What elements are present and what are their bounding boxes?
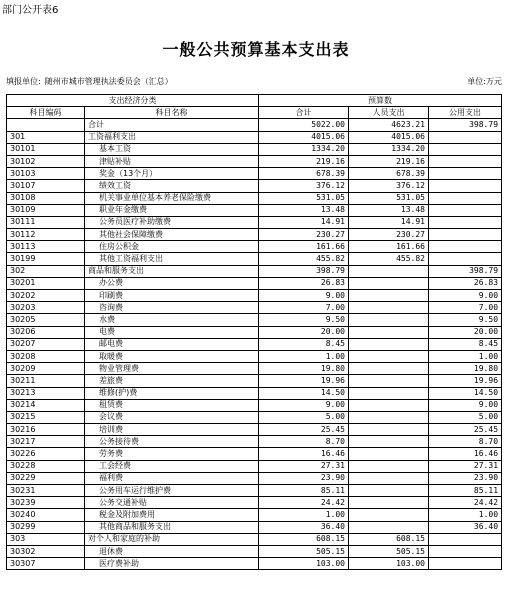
code-cell: 30307 (7, 558, 85, 570)
personnel-cell: 376.12 (349, 180, 429, 192)
table-row (7, 168, 502, 180)
code-cell: 30213 (7, 387, 85, 399)
table-row (7, 119, 502, 131)
code-cell: 30101 (7, 143, 85, 155)
name-cell: 其他社会保障缴费 (85, 229, 259, 241)
code-cell: 30203 (7, 302, 85, 314)
total-cell: 85.11 (259, 485, 349, 497)
reporting-unit-value: 随州市城市管理执法委员会（汇总） (44, 77, 173, 86)
public-cell (429, 155, 502, 167)
total-cell: 103.00 (259, 558, 349, 570)
personnel-cell (349, 277, 429, 289)
name-cell: 退休费 (85, 545, 259, 557)
code-cell: 30209 (7, 363, 85, 375)
table-row (7, 302, 502, 314)
personnel-cell (349, 521, 429, 533)
public-cell: 8.45 (429, 338, 502, 350)
personnel-cell (349, 290, 429, 302)
table-row (7, 533, 502, 545)
public-cell: 9.00 (429, 290, 502, 302)
code-cell: 30206 (7, 326, 85, 338)
name-cell: 福利费 (85, 472, 259, 484)
header-public: 公用支出 (429, 107, 502, 119)
name-cell: 培训费 (85, 424, 259, 436)
name-cell: 工资福利支出 (85, 131, 259, 143)
total-cell: 678.39 (259, 168, 349, 180)
table-row (7, 375, 502, 387)
code-cell: 30226 (7, 448, 85, 460)
code-cell: 30231 (7, 485, 85, 497)
table-row (7, 472, 502, 484)
total-cell: 7.00 (259, 302, 349, 314)
total-cell: 4015.06 (259, 131, 349, 143)
total-cell: 1.00 (259, 350, 349, 362)
public-cell: 1.00 (429, 350, 502, 362)
table-row (7, 509, 502, 521)
total-cell: 23.90 (259, 472, 349, 484)
personnel-cell: 103.00 (349, 558, 429, 570)
name-cell: 绩效工资 (85, 180, 259, 192)
page-title: 一般公共预算基本支出表 (162, 40, 350, 59)
name-cell: 咨询费 (85, 302, 259, 314)
table-row (7, 277, 502, 289)
total-cell: 219.16 (259, 155, 349, 167)
total-cell: 9.00 (259, 399, 349, 411)
total-cell: 9.00 (259, 290, 349, 302)
total-cell: 455.82 (259, 253, 349, 265)
personnel-cell (349, 460, 429, 472)
name-cell: 机关事业单位基本养老保险缴费 (85, 192, 259, 204)
public-cell (429, 168, 502, 180)
personnel-cell: 455.82 (349, 253, 429, 265)
reporting-unit (6, 76, 173, 87)
public-cell (429, 229, 502, 241)
personnel-cell (349, 338, 429, 350)
public-cell: 20.00 (429, 326, 502, 338)
table-row (7, 326, 502, 338)
total-cell: 24.42 (259, 497, 349, 509)
name-cell: 办公费 (85, 277, 259, 289)
total-cell: 19.96 (259, 375, 349, 387)
total-cell: 9.50 (259, 314, 349, 326)
personnel-cell (349, 326, 429, 338)
name-cell: 公务用车运行维护费 (85, 485, 259, 497)
table-row (7, 399, 502, 411)
personnel-cell: 531.05 (349, 192, 429, 204)
public-cell: 398.79 (429, 119, 502, 131)
table-row (7, 460, 502, 472)
table-row (7, 545, 502, 557)
table-row (7, 241, 502, 253)
code-cell: 30109 (7, 204, 85, 216)
table-row (7, 424, 502, 436)
code-cell: 30107 (7, 180, 85, 192)
public-cell: 85.11 (429, 485, 502, 497)
name-cell: 会议费 (85, 411, 259, 423)
personnel-cell: 1334.20 (349, 143, 429, 155)
name-cell: 印刷费 (85, 290, 259, 302)
header-name: 科目名称 (85, 107, 259, 119)
total-cell: 20.00 (259, 326, 349, 338)
personnel-cell (349, 485, 429, 497)
public-cell: 398.79 (429, 265, 502, 277)
table-row (7, 131, 502, 143)
name-cell: 劳务费 (85, 448, 259, 460)
name-cell: 津贴补贴 (85, 155, 259, 167)
total-cell: 1334.20 (259, 143, 349, 155)
public-cell: 7.00 (429, 302, 502, 314)
name-cell: 公务接待费 (85, 436, 259, 448)
table-row (7, 497, 502, 509)
code-cell: 30239 (7, 497, 85, 509)
code-cell: 30201 (7, 277, 85, 289)
code-cell: 30299 (7, 521, 85, 533)
name-cell: 基本工资 (85, 143, 259, 155)
public-cell (429, 558, 502, 570)
table-row (7, 155, 502, 167)
name-cell: 商品和服务支出 (85, 265, 259, 277)
code-cell: 303 (7, 533, 85, 545)
code-cell: 302 (7, 265, 85, 277)
table-row (7, 143, 502, 155)
personnel-cell (349, 509, 429, 521)
name-cell: 邮电费 (85, 338, 259, 350)
public-cell (429, 545, 502, 557)
table-row (7, 314, 502, 326)
total-cell: 376.12 (259, 180, 349, 192)
table-row (7, 290, 502, 302)
personnel-cell: 608.15 (349, 533, 429, 545)
name-cell: 水费 (85, 314, 259, 326)
public-cell (429, 180, 502, 192)
code-cell: 30217 (7, 436, 85, 448)
personnel-cell: 4015.06 (349, 131, 429, 143)
reporting-unit-label: 填报单位: (6, 77, 41, 86)
name-cell: 医疗费补助 (85, 558, 259, 570)
total-cell: 5022.00 (259, 119, 349, 131)
personnel-cell (349, 375, 429, 387)
total-cell: 505.15 (259, 545, 349, 557)
name-cell: 公务交通补贴 (85, 497, 259, 509)
code-cell: 30216 (7, 424, 85, 436)
table-row (7, 265, 502, 277)
public-cell (429, 192, 502, 204)
personnel-cell (349, 448, 429, 460)
table-row (7, 192, 502, 204)
table-row (7, 411, 502, 423)
total-cell: 8.45 (259, 338, 349, 350)
public-cell (429, 204, 502, 216)
total-cell: 230.27 (259, 229, 349, 241)
personnel-cell: 13.48 (349, 204, 429, 216)
code-cell: 30199 (7, 253, 85, 265)
code-cell: 30228 (7, 460, 85, 472)
header-group-budget: 预算数 (259, 95, 502, 107)
table-row (7, 229, 502, 241)
name-cell: 公务员医疗补助缴费 (85, 216, 259, 228)
public-cell (429, 533, 502, 545)
personnel-cell (349, 302, 429, 314)
table-row (7, 338, 502, 350)
total-cell: 14.50 (259, 387, 349, 399)
total-cell: 608.15 (259, 533, 349, 545)
public-cell: 25.45 (429, 424, 502, 436)
personnel-cell (349, 436, 429, 448)
code-cell: 30208 (7, 350, 85, 362)
code-cell: 30211 (7, 375, 85, 387)
public-cell: 19.80 (429, 363, 502, 375)
table-row (7, 387, 502, 399)
total-cell: 16.46 (259, 448, 349, 460)
public-cell: 8.70 (429, 436, 502, 448)
name-cell: 取暖费 (85, 350, 259, 362)
total-cell: 398.79 (259, 265, 349, 277)
personnel-cell: 230.27 (349, 229, 429, 241)
table-body (7, 119, 502, 570)
currency-unit: 单位:万元 (467, 77, 502, 86)
public-cell: 9.00 (429, 399, 502, 411)
table-number-label: 部门公开表6 (2, 5, 59, 16)
total-cell: 531.05 (259, 192, 349, 204)
name-cell: 对个人和家庭的补助 (85, 533, 259, 545)
public-cell: 9.50 (429, 314, 502, 326)
name-cell: 合计 (85, 119, 259, 131)
code-cell: 30113 (7, 241, 85, 253)
code-cell: 30229 (7, 472, 85, 484)
code-cell: 30207 (7, 338, 85, 350)
personnel-cell (349, 424, 429, 436)
personnel-cell (349, 399, 429, 411)
code-cell: 30102 (7, 155, 85, 167)
public-cell: 27.31 (429, 460, 502, 472)
public-cell (429, 241, 502, 253)
name-cell: 其他商品和服务支出 (85, 521, 259, 533)
total-cell: 161.66 (259, 241, 349, 253)
personnel-cell: 4623.21 (349, 119, 429, 131)
name-cell: 维修(护)费 (85, 387, 259, 399)
personnel-cell (349, 314, 429, 326)
code-cell: 30214 (7, 399, 85, 411)
code-cell: 30202 (7, 290, 85, 302)
total-cell: 13.48 (259, 204, 349, 216)
table-row (7, 350, 502, 362)
header-code: 科目编码 (7, 107, 85, 119)
total-cell: 25.45 (259, 424, 349, 436)
name-cell: 住房公积金 (85, 241, 259, 253)
total-cell: 27.31 (259, 460, 349, 472)
personnel-cell (349, 387, 429, 399)
personnel-cell (349, 472, 429, 484)
header-group-economic-class: 支出经济分类 (7, 95, 259, 107)
table-row (7, 253, 502, 265)
total-cell: 19.80 (259, 363, 349, 375)
table-row (7, 448, 502, 460)
name-cell: 其他工资福利支出 (85, 253, 259, 265)
name-cell: 奖金（13个月） (85, 168, 259, 180)
total-cell: 36.40 (259, 521, 349, 533)
code-cell: 30215 (7, 411, 85, 423)
public-cell: 19.96 (429, 375, 502, 387)
total-cell: 8.70 (259, 436, 349, 448)
public-cell: 23.90 (429, 472, 502, 484)
public-cell: 24.42 (429, 497, 502, 509)
name-cell: 物业管理费 (85, 363, 259, 375)
code-cell: 30302 (7, 545, 85, 557)
public-cell: 14.50 (429, 387, 502, 399)
code-cell: 30103 (7, 168, 85, 180)
public-cell: 36.40 (429, 521, 502, 533)
name-cell: 职业年金缴费 (85, 204, 259, 216)
personnel-cell: 14.91 (349, 216, 429, 228)
name-cell: 工会经费 (85, 460, 259, 472)
table-row (7, 204, 502, 216)
code-cell (7, 119, 85, 131)
table-row (7, 521, 502, 533)
name-cell: 电费 (85, 326, 259, 338)
total-cell: 1.00 (259, 509, 349, 521)
table-row (7, 216, 502, 228)
name-cell: 租赁费 (85, 399, 259, 411)
personnel-cell (349, 411, 429, 423)
personnel-cell: 219.16 (349, 155, 429, 167)
code-cell: 30240 (7, 509, 85, 521)
personnel-cell (349, 363, 429, 375)
table-row (7, 363, 502, 375)
public-cell (429, 131, 502, 143)
header-personnel: 人员支出 (349, 107, 429, 119)
public-cell (429, 143, 502, 155)
public-cell (429, 216, 502, 228)
public-cell: 16.46 (429, 448, 502, 460)
public-cell (429, 253, 502, 265)
name-cell: 税金及附加费用 (85, 509, 259, 521)
code-cell: 30111 (7, 216, 85, 228)
personnel-cell: 161.66 (349, 241, 429, 253)
name-cell: 差旅费 (85, 375, 259, 387)
table-row (7, 558, 502, 570)
code-cell: 30112 (7, 229, 85, 241)
personnel-cell: 505.15 (349, 545, 429, 557)
total-cell: 26.83 (259, 277, 349, 289)
total-cell: 5.00 (259, 411, 349, 423)
personnel-cell (349, 350, 429, 362)
personnel-cell: 678.39 (349, 168, 429, 180)
code-cell: 30108 (7, 192, 85, 204)
total-cell: 14.91 (259, 216, 349, 228)
table-row (7, 436, 502, 448)
code-cell: 30205 (7, 314, 85, 326)
public-cell: 26.83 (429, 277, 502, 289)
public-cell: 1.00 (429, 509, 502, 521)
public-cell: 5.00 (429, 411, 502, 423)
code-cell: 301 (7, 131, 85, 143)
table-row (7, 180, 502, 192)
personnel-cell (349, 497, 429, 509)
header-total: 合计 (259, 107, 349, 119)
budget-table (6, 94, 502, 570)
personnel-cell (349, 265, 429, 277)
table-row (7, 485, 502, 497)
